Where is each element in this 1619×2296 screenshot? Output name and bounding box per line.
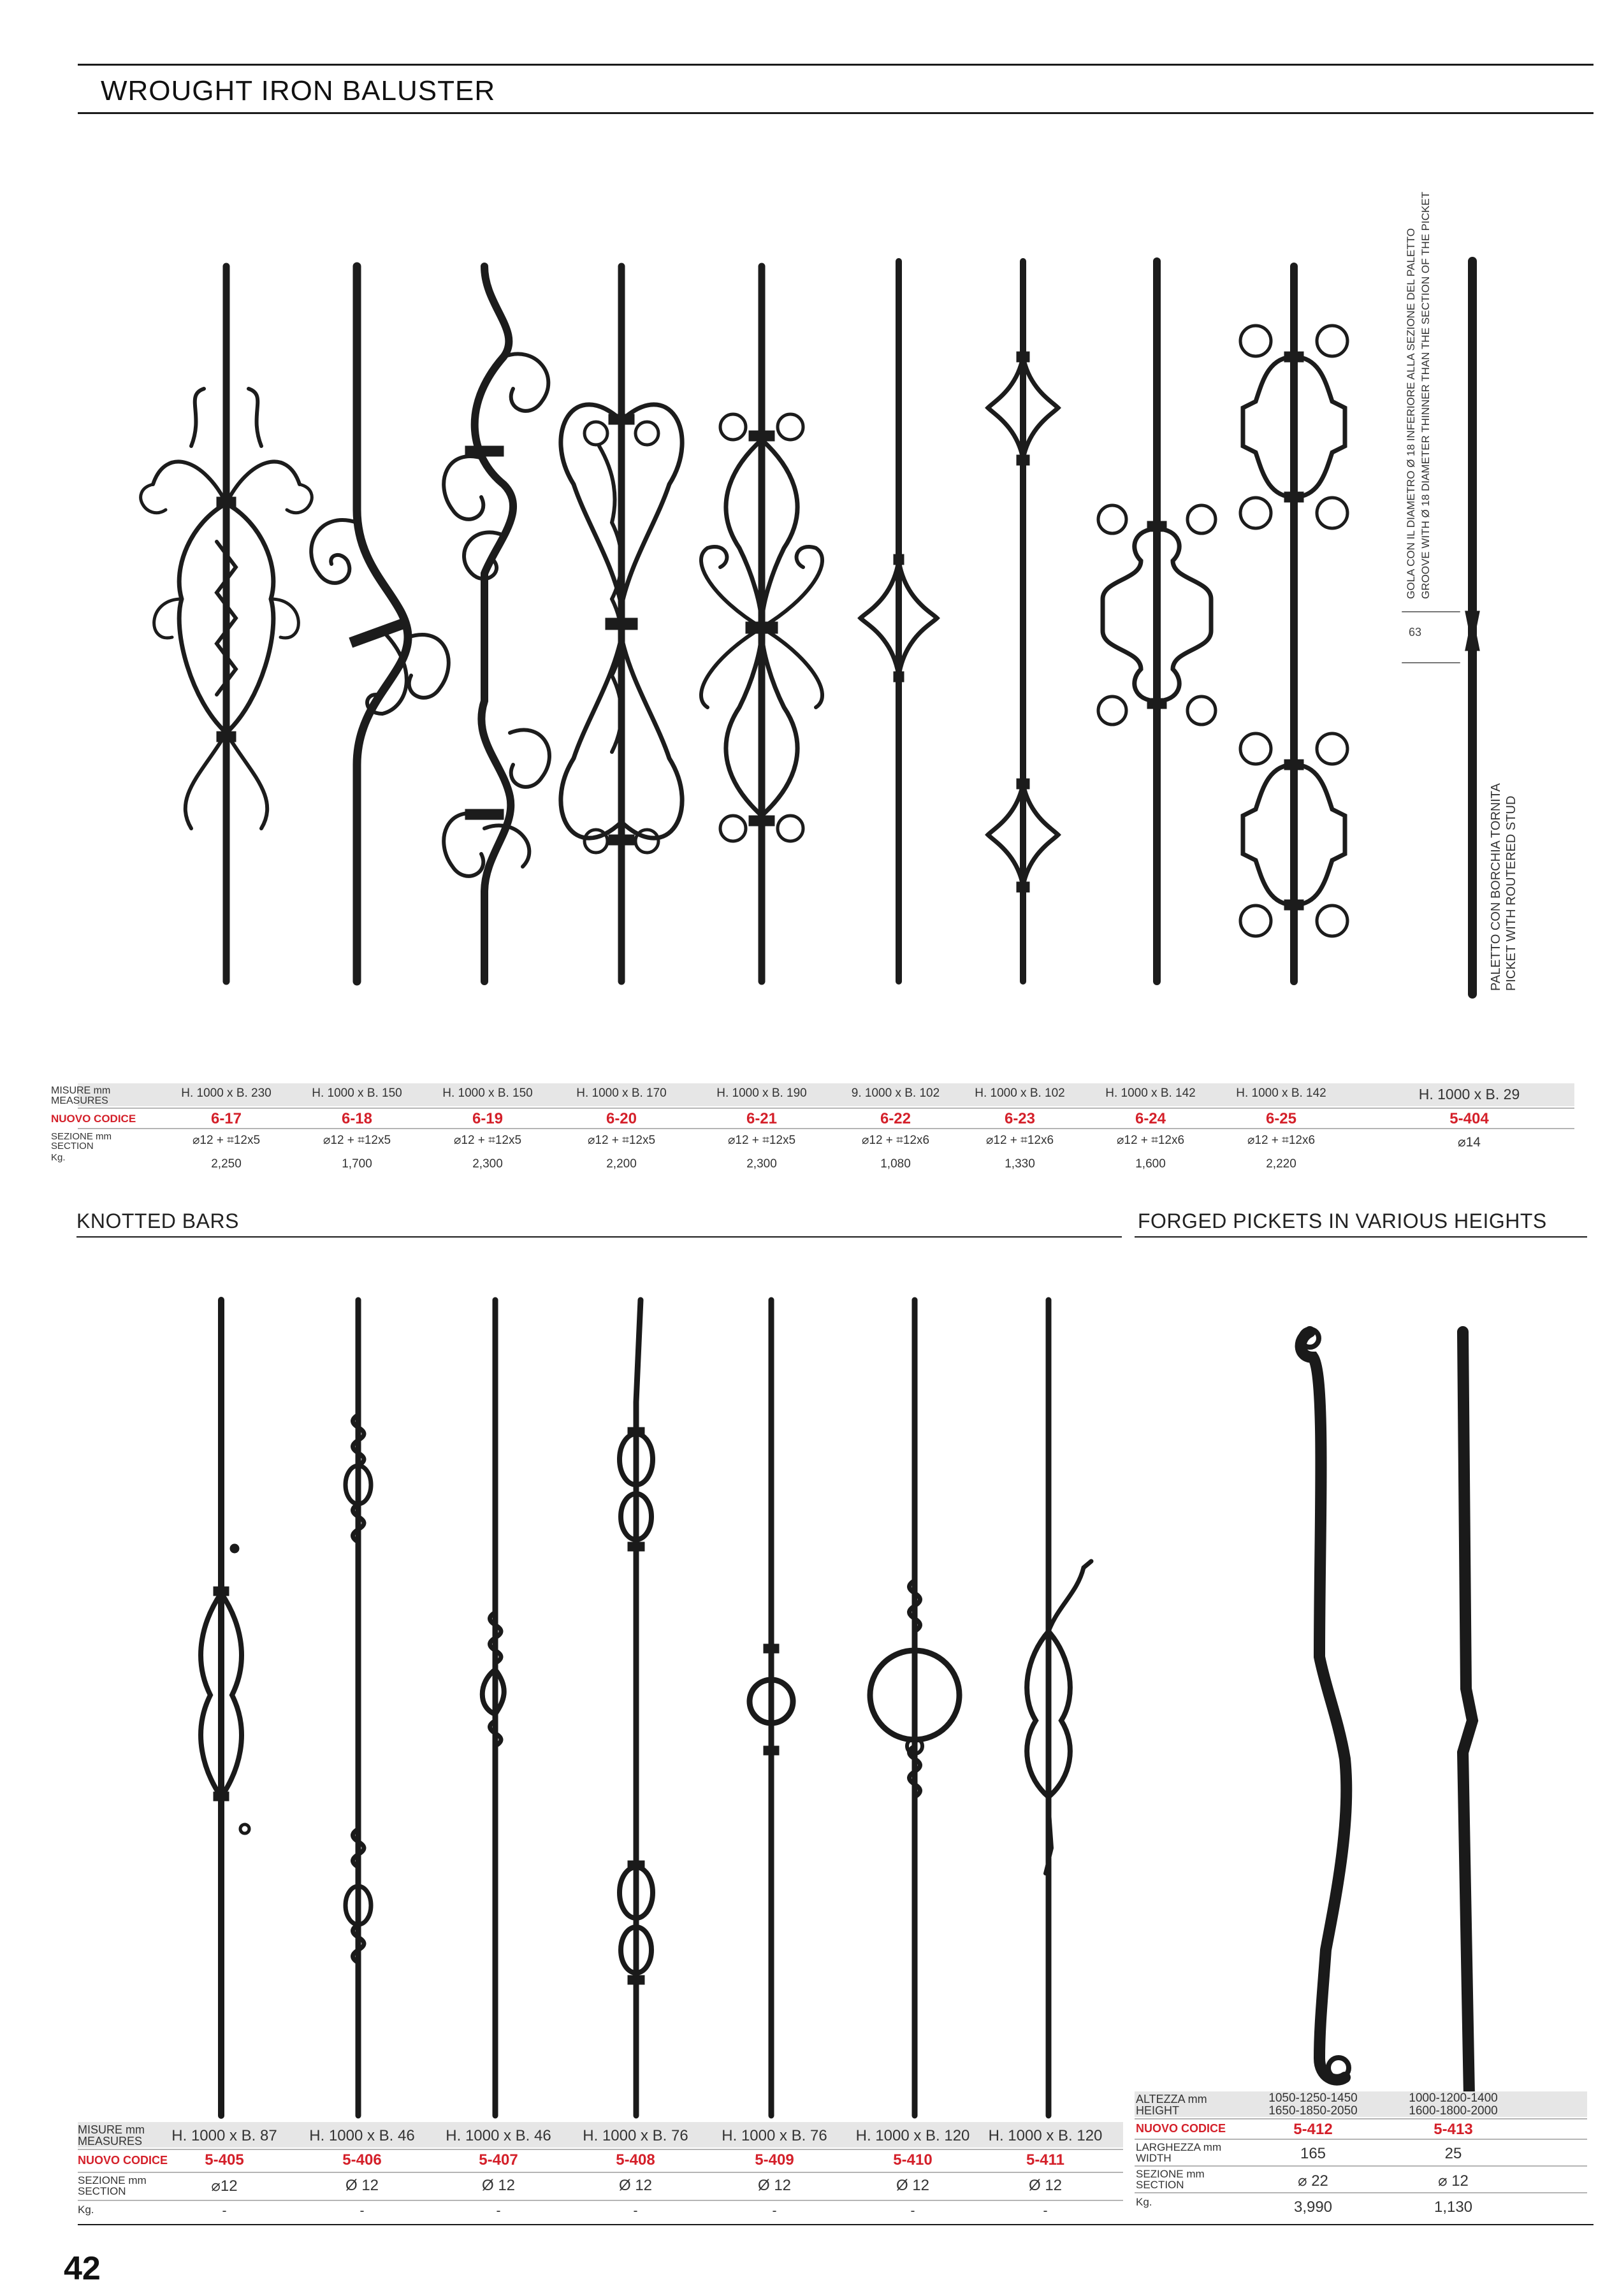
forged-pickets-heading: FORGED PICKETS IN VARIOUS HEIGHTS <box>1138 1209 1547 1232</box>
knotted-table-rule-1 <box>78 2149 1123 2150</box>
top-section-6-18: ⌀12 + ⌗12x5 <box>323 1134 391 1147</box>
top-label-section-en: SECTION <box>51 1141 94 1152</box>
knotted-measure-5-407: H. 1000 x B. 46 <box>446 2127 551 2144</box>
knotted-section-5-410: Ø 12 <box>896 2177 930 2194</box>
forged-height2-5-413: 1600-1800-2000 <box>1409 2104 1498 2118</box>
knotted-bar-5-408-image <box>620 1300 653 2116</box>
top-measure-6-19: H. 1000 x B. 150 <box>442 1087 533 1100</box>
forged-height2-5-412: 1650-1850-2050 <box>1268 2104 1358 2118</box>
top-weight-6-24: 1,600 <box>1135 1157 1166 1171</box>
top-code-6-18: 6-18 <box>341 1110 373 1127</box>
knotted-label-code: NUOVO CODICE <box>78 2154 168 2167</box>
knotted-table-rule-2 <box>78 2172 1123 2173</box>
side-code-5-404: 5-404 <box>1449 1110 1489 1127</box>
top-measure-6-20: H. 1000 x B. 170 <box>576 1087 667 1100</box>
knotted-weight-5-410: - <box>910 2204 915 2218</box>
top-label-measures-it: MISURE mm <box>51 1085 111 1096</box>
forged-height1-5-412: 1050-1250-1450 <box>1268 2091 1358 2105</box>
page-number: 42 <box>64 2250 101 2287</box>
top-weight-6-17: 2,250 <box>211 1157 242 1171</box>
groove-note-it: GOLA CON IL DIAMETRO Ø 18 INFERIORE ALLA SEZIONE DEL PALETTO <box>1405 228 1417 599</box>
forged-label-code: NUOVO CODICE <box>1136 2122 1226 2135</box>
knotted-code-5-410: 5-410 <box>893 2151 933 2169</box>
forged-table-rule-2 <box>1135 2139 1587 2140</box>
knotted-bar-5-407-image <box>483 1300 504 2116</box>
knotted-bar-5-406-image <box>345 1300 371 2116</box>
knotted-label-section-it: SEZIONE mm <box>78 2174 147 2186</box>
knotted-code-5-411: 5-411 <box>1026 2151 1065 2169</box>
knotted-measure-5-405: H. 1000 x B. 87 <box>171 2127 277 2144</box>
knotted-code-5-406: 5-406 <box>342 2151 382 2169</box>
top-label-weight: Kg. <box>51 1152 66 1163</box>
knotted-code-5-409: 5-409 <box>755 2151 794 2169</box>
knotted-bar-5-410-image <box>870 1300 959 2116</box>
top-weight-6-23: 1,330 <box>1005 1157 1035 1171</box>
knotted-weight-5-407: - <box>496 2204 501 2218</box>
forged-code-5-413: 5-413 <box>1434 2121 1473 2138</box>
knotted-section-5-408: Ø 12 <box>618 2177 653 2194</box>
side-measure-5-404: H. 1000 x B. 29 <box>1418 1086 1520 1102</box>
top-measure-6-21: H. 1000 x B. 190 <box>716 1087 807 1100</box>
knotted-section-5-411: Ø 12 <box>1028 2177 1063 2194</box>
top-measure-6-17: H. 1000 x B. 230 <box>181 1087 272 1100</box>
forged-weight-5-412: 3,990 <box>1293 2199 1333 2216</box>
top-measure-6-18: H. 1000 x B. 150 <box>312 1087 402 1100</box>
top-weight-6-19: 2,300 <box>472 1157 503 1171</box>
forged-width-5-412: 165 <box>1300 2145 1326 2162</box>
top-weight-6-21: 2,300 <box>746 1157 777 1171</box>
knotted-label-measures-en: MEASURES <box>78 2135 143 2148</box>
top-label-measures-en: MEASURES <box>51 1095 108 1106</box>
top-measure-6-23: H. 1000 x B. 102 <box>975 1087 1065 1100</box>
top-weight-6-20: 2,200 <box>606 1157 637 1171</box>
forged-label-height-it: ALTEZZA mm <box>1136 2093 1207 2105</box>
knotted-bar-5-405-image <box>201 1300 249 2116</box>
knotted-measure-5-410: H. 1000 x B. 120 <box>855 2127 970 2144</box>
top-measure-6-25: H. 1000 x B. 142 <box>1236 1087 1326 1100</box>
forged-section-5-413: ⌀ 12 <box>1438 2172 1469 2190</box>
top-label-section-it: SEZIONE mm <box>51 1131 112 1142</box>
top-section-6-20: ⌀12 + ⌗12x5 <box>587 1134 656 1147</box>
top-code-6-25: 6-25 <box>1265 1110 1297 1127</box>
knotted-label-measures-it: MISURE mm <box>78 2123 145 2136</box>
top-measure-6-22: 9. 1000 x B. 102 <box>851 1087 940 1100</box>
knotted-section-5-409: Ø 12 <box>757 2177 792 2194</box>
knotted-measure-5-406: H. 1000 x B. 46 <box>309 2127 415 2144</box>
knotted-label-section-en: SECTION <box>78 2185 126 2197</box>
top-section-6-17: ⌀12 + ⌗12x5 <box>192 1134 261 1147</box>
groove-note-en: GROOVE WITH Ø 18 DIAMETER THINNER THAN THE SECTION OF THE PICKET <box>1419 191 1432 599</box>
top-code-6-19: 6-19 <box>472 1110 504 1127</box>
top-code-6-21: 6-21 <box>746 1110 778 1127</box>
knotted-bar-5-411-image <box>1027 1300 1091 2116</box>
forged-table-rule-4 <box>1135 2192 1587 2193</box>
forged-width-5-413: 25 <box>1444 2145 1462 2162</box>
top-weight-6-22: 1,080 <box>880 1157 911 1171</box>
knotted-measure-5-408: H. 1000 x B. 76 <box>583 2127 688 2144</box>
knotted-code-5-405: 5-405 <box>205 2151 244 2169</box>
knotted-weight-5-411: - <box>1043 2204 1048 2218</box>
knotted-weight-5-409: - <box>772 2204 777 2218</box>
top-weight-6-18: 1,700 <box>342 1157 372 1171</box>
forged-picket-5-413-image <box>1463 1332 1472 2097</box>
knotted-code-5-407: 5-407 <box>479 2151 518 2169</box>
forged-code-5-412: 5-412 <box>1293 2121 1333 2138</box>
top-measure-6-24: H. 1000 x B. 142 <box>1105 1087 1196 1100</box>
top-section-6-19: ⌀12 + ⌗12x5 <box>453 1134 522 1147</box>
forged-section-5-412: ⌀ 22 <box>1298 2172 1328 2190</box>
forged-table-rule-3 <box>1135 2165 1587 2167</box>
top-section-6-24: ⌀12 + ⌗12x6 <box>1116 1134 1185 1147</box>
knotted-section-5-406: Ø 12 <box>345 2177 379 2194</box>
top-section-6-21: ⌀12 + ⌗12x5 <box>727 1134 796 1147</box>
knotted-section-5-407: Ø 12 <box>481 2177 516 2194</box>
page-title: WROUGHT IRON BALUSTER <box>101 75 496 106</box>
knotted-weight-5-408: - <box>633 2204 638 2218</box>
forged-label-height-en: HEIGHT <box>1136 2104 1180 2117</box>
forged-table-rule-1 <box>1135 2118 1587 2119</box>
forged-label-width-it: LARGHEZZA mm <box>1136 2141 1222 2153</box>
knotted-measure-5-409: H. 1000 x B. 76 <box>722 2127 827 2144</box>
top-section-6-25: ⌀12 + ⌗12x6 <box>1247 1134 1316 1147</box>
top-code-6-24: 6-24 <box>1135 1110 1166 1127</box>
forged-weight-5-413: 1,130 <box>1434 2199 1473 2216</box>
side-section-5-404: ⌀14 <box>1457 1135 1481 1150</box>
top-weight-6-25: 2,220 <box>1266 1157 1296 1171</box>
top-section-6-22: ⌀12 + ⌗12x6 <box>861 1134 930 1147</box>
top-section-6-23: ⌀12 + ⌗12x6 <box>985 1134 1054 1147</box>
forged-label-section-en: SECTION <box>1136 2179 1184 2191</box>
footer-rule <box>78 2224 1594 2225</box>
knotted-label-weight: Kg. <box>78 2204 94 2216</box>
knotted-bar-5-409-image <box>750 1300 793 2116</box>
top-code-6-20: 6-20 <box>606 1110 637 1127</box>
knotted-weight-5-405: - <box>222 2204 227 2218</box>
forged-label-section-it: SEZIONE mm <box>1136 2168 1205 2180</box>
forged-label-weight: Kg. <box>1136 2196 1152 2208</box>
top-code-6-22: 6-22 <box>880 1110 911 1127</box>
forged-picket-5-412-image <box>1301 1329 1349 2080</box>
knotted-weight-5-406: - <box>359 2204 365 2218</box>
top-label-code: NUOVO CODICE <box>51 1113 136 1125</box>
knotted-measure-5-411: H. 1000 x B. 120 <box>988 2127 1103 2144</box>
knotted-bars-heading: KNOTTED BARS <box>76 1209 239 1232</box>
top-code-6-17: 6-17 <box>210 1110 242 1127</box>
top-code-6-23: 6-23 <box>1004 1110 1036 1127</box>
knotted-table-rule-3 <box>78 2200 1123 2201</box>
stud-note-it: PALETTO CON BORCHIA TORNITA <box>1489 783 1503 991</box>
stud-note-en: PICKET WITH ROUTERED STUD <box>1504 795 1518 991</box>
forged-height1-5-413: 1000-1200-1400 <box>1409 2091 1498 2105</box>
knotted-code-5-408: 5-408 <box>616 2151 655 2169</box>
knotted-section-5-405: ⌀12 <box>211 2177 238 2195</box>
dimension-label: 63 <box>1409 626 1422 639</box>
forged-label-width-en: WIDTH <box>1136 2152 1172 2164</box>
